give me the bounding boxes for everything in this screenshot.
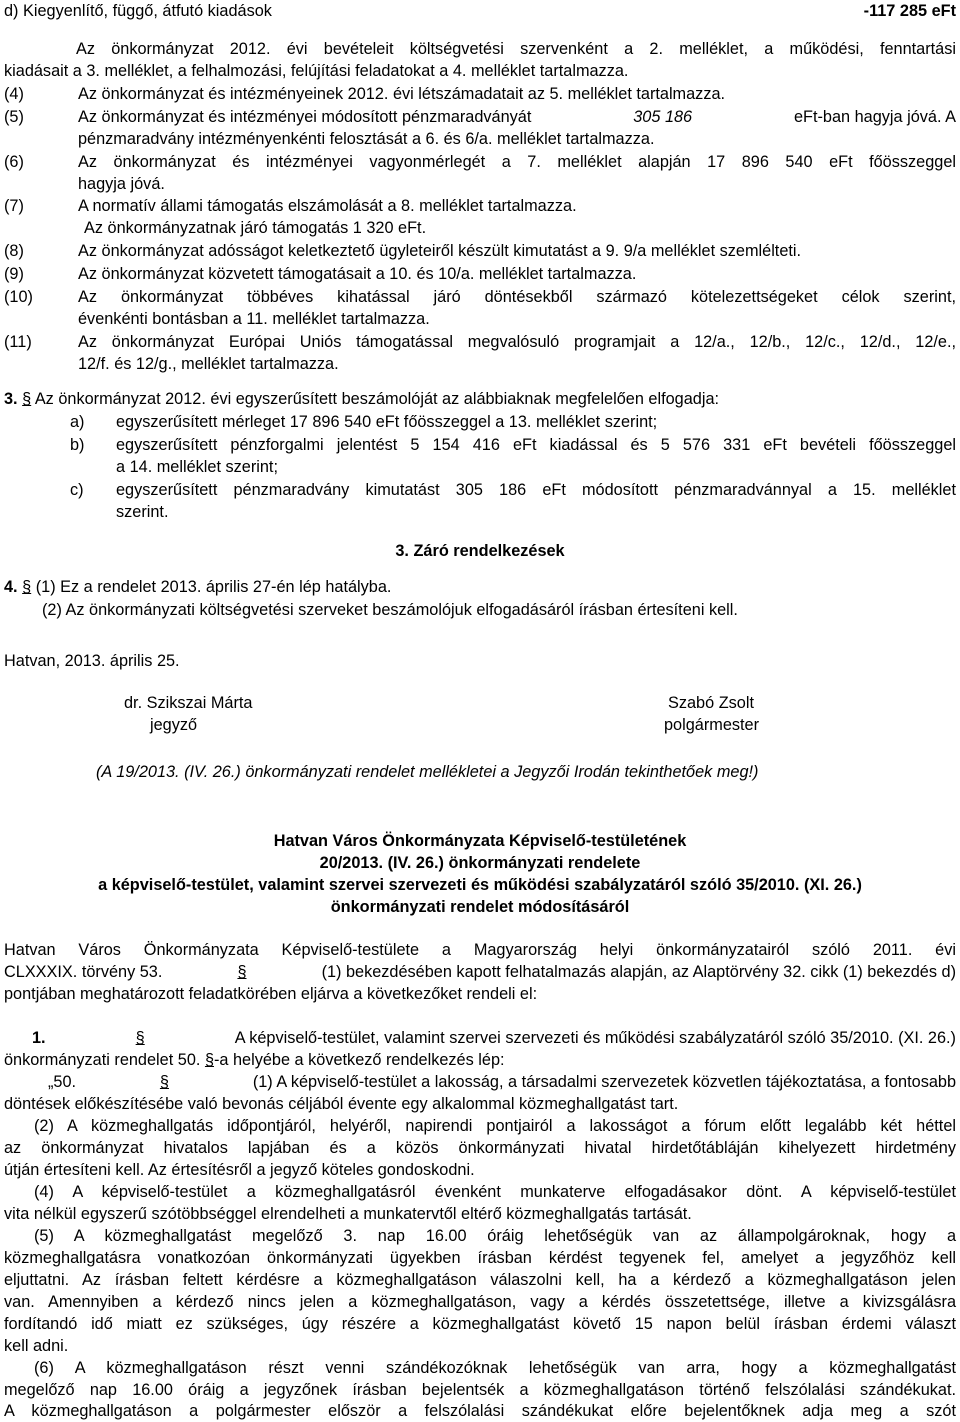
article-1-line-4: döntések előkészítésébe való bevonás céljából évente egy alkalommal közmeghallgatást tart. [4, 1095, 679, 1113]
article-1-line-2 [4, 1049, 956, 1071]
section-3-a-text: egyszerűsített mérleget 17 896 540 eFt főösszeggel a 13. melléklet szerint; [116, 413, 658, 431]
article-1-line-12: eljuttatni. Az írásban feltett kérdésre a közmeghallgatáson válaszolni kell, ha a kérdező a közmeghallgatáson jelen [4, 1271, 956, 1289]
item-11 [4, 331, 956, 353]
item-5-label: (5) [4, 108, 24, 126]
article-1-text-1: A képviselő-testület, valamint szervei szervezeti és működési szabályzatáról szóló 35/2010. (XI. 26.) [234, 1029, 956, 1047]
item-11-text-2: 12/f. és 12/g., melléklet tartalmazza. [78, 355, 339, 373]
article-1-line-11: közmeghallgatásra vonatkozóan önkormányzati ügyekben írásban kérdést tegyenek fel, amelyet a jegyzőhöz kell [4, 1249, 956, 1267]
article-1-line-13: van. Amennyiben a kérdező nincs jelen a közmeghallgatáson, vagy a kérdés összetettsége, illetve a kivizsgálásra [4, 1293, 956, 1311]
article-1-line-6: az önkormányzat hivatalos lapjában és a közös önkormányzati hivatal hirdetőtábláján kihelyezett hirdetmény [4, 1139, 956, 1157]
item-7-text-2: Az önkormányzatnak járó támogatás 1 320 eFt. [84, 219, 427, 237]
section-3-b-text: egyszerűsített pénzforgalmi jelentést 5 154 416 eFt kiadással és 5 576 331 eFt bevételi főösszeggel [116, 436, 956, 454]
item-6-text-2: hagyja jóvá. [78, 175, 165, 193]
item-8-text: Az önkormányzat adósságot keletkeztető ügyleteiről készült kimutatást a 9. 9/a melléklet szemlélteti. [78, 242, 802, 260]
article-1-line-5: (2) A közmeghallgatás időpontjáról, helyéről, napirendi pontjairól a lakosságot a fórum előtt legalább két héttel [34, 1117, 956, 1135]
item-7 [4, 195, 956, 217]
section-3-item-c [4, 479, 956, 501]
article-1-line-14: fordítandó idő miatt ez szükséges, úgy részére a közmeghallgatást követő 15 napon belül írásban érdemi választ [4, 1315, 956, 1333]
section-4-number: 4. [4, 578, 18, 596]
article-1-line-16: (6) A közmeghallgatáson részt venni szándékozóknak lehetőségük van arra, hogy a közmeghallgatást [34, 1359, 956, 1377]
article-1-line-7: útján értesíteni kell. Az értesítésről a jegyző köteles gondoskodni. [4, 1161, 475, 1179]
article-1-line-3 [48, 1071, 956, 1093]
item-4 [4, 83, 956, 105]
paragraph-sign: § [237, 963, 247, 981]
article-1-line-18: A közmeghallgatáson a polgármester először a felszólalási szándékukat előre bejelentőknek adja meg a szót [4, 1402, 956, 1420]
item-4-text: Az önkormányzat és intézményeinek 2012. évi létszámadatait az 5. melléklet tartalmazza. [78, 85, 726, 103]
item-6-text: Az önkormányzat és intézményei vagyonmérlegét a 7. melléklet alapján 17 896 540 eFt főösszeggel [78, 153, 956, 171]
article-1-text-3a: „50. [48, 1073, 77, 1091]
item-9 [4, 263, 956, 285]
article-1-text-3b: (1) A képviselő-testület a lakosság, a társadalmi szervezetek közvetlen tájékoztatása, a fontosabb [252, 1073, 956, 1091]
item-10-label: (10) [4, 288, 33, 306]
item-10-text: Az önkormányzat többéves kihatással járó döntésekből származó kötelezettségeket célok szerint, [78, 288, 956, 306]
item-4-label: (4) [4, 85, 24, 103]
regulation-title-line-3: a képviselő-testület, valamint szervei szervezeti és működési szabályzatáról szóló 35/2010. (XI. 26.) [98, 876, 862, 894]
regulation-title-line-4: önkormányzati rendelet módosításáról [330, 898, 630, 916]
preamble-line-2 [4, 961, 956, 983]
section-3-item-a [4, 411, 956, 433]
item-5-text-2: pénzmaradvány intézményenkénti felosztását a 6. és 6/a. melléklet tartalmazza. [78, 130, 655, 148]
item-7-label: (7) [4, 197, 24, 215]
intro-line-1: Az önkormányzat 2012. évi bevételeit költségvetési szervenként a 2. melléklet, a működési, fenntartási [76, 40, 956, 58]
preamble-line-3: pontjában meghatározott feladatkörében eljárva a következőket rendeli el: [4, 985, 538, 1003]
section-4-line-1 [4, 576, 956, 598]
item-9-label: (9) [4, 265, 24, 283]
section-3-b-text-2: a 14. melléklet szerint; [116, 458, 278, 476]
item-10 [4, 286, 956, 308]
item-5-text: Az önkormányzat és intézményei módosított pénzmaradványát [78, 108, 532, 126]
closing-provisions-heading: 3. Záró rendelkezések [395, 542, 565, 560]
item-8-label: (8) [4, 242, 24, 260]
section-4-line-2: (2) Az önkormányzati költségvetési szerveket beszámolójuk elfogadásáról írásban értesíteni kell. [42, 601, 738, 619]
item-9-text: Az önkormányzat közvetett támogatásait a 10. és 10/a. melléklet tartalmazza. [78, 265, 637, 283]
preamble-line-1: Hatvan Város Önkormányzata Képviselő-testülete a Magyarország helyi önkormányzatairól szóló 2011. évi [4, 941, 956, 959]
section-4-text-1: (1) Ez a rendelet 2013. április 27-én lép hatályba. [35, 578, 392, 596]
place-date: Hatvan, 2013. április 25. [4, 652, 180, 670]
appendix-note: (A 19/2013. (IV. 26.) önkormányzati rendelet mellékletei a Jegyzői Irodán tekinthetőek meg!) [96, 763, 759, 781]
section-3-text: Az önkormányzat 2012. évi egyszerűsített beszámolóját az alábbiaknak megfelelően elfogadja: [34, 390, 720, 408]
section-3-item-b [4, 434, 956, 456]
item-5-tail: eFt-ban hagyja jóvá. A [793, 108, 956, 126]
item-6 [4, 151, 956, 173]
section-3-a-label: a) [70, 413, 85, 431]
regulation-title-line-2: 20/2013. (IV. 26.) önkormányzati rendelete [319, 854, 641, 872]
section-3-number: 3. [4, 390, 18, 408]
paragraph-sign: § [22, 578, 32, 596]
signature-right-name: Szabó Zsolt [668, 694, 754, 712]
section-3-c-text-2: szerint. [116, 503, 169, 521]
expense-item-d-amount: -117 285 eFt [863, 2, 956, 20]
paragraph-sign: § [204, 1051, 214, 1069]
item-11-text: Az önkormányzat Európai Uniós támogatással megvalósuló programjait a 12/a., 12/b., 12/c., 12/d., 12/e., [78, 333, 956, 351]
paragraph-sign: § [22, 390, 32, 408]
preamble-line-2a: CLXXXIX. törvény 53. [4, 963, 163, 981]
signature-left-title: jegyző [150, 716, 198, 734]
item-11-label: (11) [4, 333, 32, 351]
section-3-intro [4, 388, 956, 410]
article-1-text-2b: -a helyébe a következő rendelkezés lép: [214, 1051, 505, 1069]
paragraph-sign: § [135, 1029, 145, 1047]
article-1-line-17: megelőző nap 16.00 óráig a jegyzőnek írásban bejelentsék a közmeghallgatáson történő felszólalási szándékukat. [4, 1381, 956, 1399]
regulation-title-line-1: Hatvan Város Önkormányzata Képviselő-testületének [273, 832, 687, 850]
article-1-text-2a: önkormányzati rendelet 50. [4, 1051, 201, 1069]
paragraph-sign: § [159, 1073, 169, 1091]
signature-left-name: dr. Szikszai Márta [124, 694, 253, 712]
article-1-line-8: (4) A képviselő-testület a közmeghallgatásról évenként munkaterve elfogadásakor dönt. A képviselő-testület [34, 1183, 956, 1201]
item-6-label: (6) [4, 153, 24, 171]
expense-item-d [4, 0, 956, 22]
item-5-amount: 305 186 [633, 108, 693, 126]
article-1-number: 1. [32, 1029, 46, 1047]
intro-line-2: kiadásait a 3. melléklet, a felhalmozási, felújítási feladatokat a 4. melléklet tartalmazza. [4, 62, 629, 80]
section-3-c-label: c) [70, 481, 84, 499]
item-8 [4, 240, 956, 262]
item-7-text: A normatív állami támogatás elszámolását a 8. melléklet tartalmazza. [78, 197, 577, 215]
item-5 [4, 106, 956, 128]
article-1-line-9: vita nélkül egyszerű szótöbbséggel elrendelheti a munkatervtől eltérő közmeghallgatás tartását. [4, 1205, 692, 1223]
expense-item-d-label: d) Kiegyenlítő, függő, átfutó kiadások [4, 2, 272, 20]
preamble-line-2b: (1) bekezdésében kapott felhatalmazás alapján, az Alaptörvény 32. cikk (1) bekezdés d) [321, 963, 956, 981]
article-1-line-15: kell adni. [4, 1337, 69, 1355]
article-1-line-10: (5) A közmeghallgatást megelőző 3. nap 16.00 óráig lehetőségük van az állampolgároknak, hogy a [34, 1227, 956, 1245]
section-3-c-text: egyszerűsített pénzmaradvány kimutatást 305 186 eFt módosított pénzmaradvánnyal a 15. melléklet [116, 481, 956, 499]
article-1-line-1 [32, 1027, 956, 1049]
signature-right-title: polgármester [664, 716, 760, 734]
item-10-text-2: évenkénti bontásban a 11. melléklet tartalmazza. [78, 310, 430, 328]
section-3-b-label: b) [70, 436, 85, 454]
